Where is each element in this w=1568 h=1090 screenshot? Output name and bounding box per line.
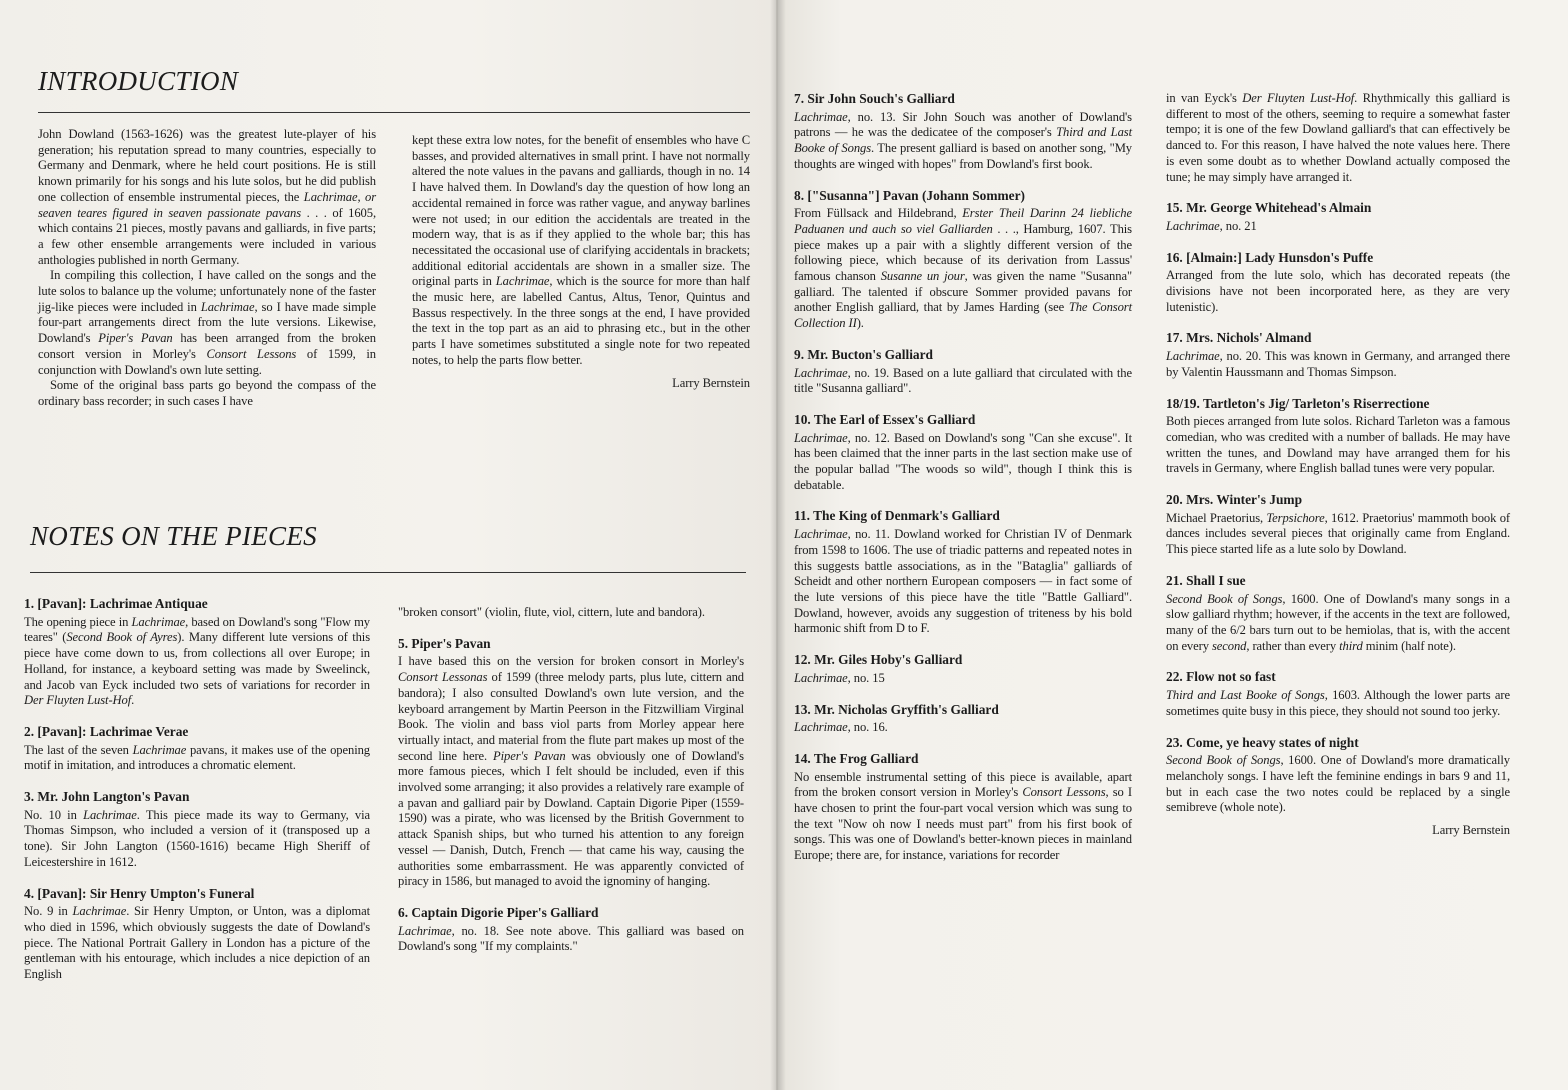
piece-15-title: 15. Mr. George Whitehead's Almain <box>1166 200 1372 216</box>
piece-3 <box>24 789 370 871</box>
piece-18-19 <box>1166 396 1510 478</box>
piece-23-title: 23. Come, ye heavy states of night <box>1166 734 1359 750</box>
piece-8-title: 8. ["Susanna"] Pavan (Johann Sommer) <box>794 187 1026 203</box>
piece-16-text: Arranged from the lute solo, which has decorated repeats (the divisions have not been incorporated here, as they are very lutenistic). <box>1166 268 1510 314</box>
piece-18-19-title: 18/19. Tartleton's Jig/ Tarleton's Riserrectione <box>1166 395 1430 411</box>
piece-1-text: The opening piece in Lachrimae, based on Dowland's song "Flow my teares" (Second Book of Ayres). Many different lute versions of this piece have come down to us, from collections all over Europe; in Holland, for instance, a keyboard setting was made by Sweelinck, and Jacob van Eyck included two sets of variations for recorder in Der Fluyten Lust-Hof. <box>24 614 370 708</box>
piece-14-continued-text: in van Eyck's Der Fluyten Lust-Hof. Rhythmically this galliard is different to most of the others, seeming to require a somewhat faster tempo; it is one of the few Dowland galliard's that can effectively be danced to. For this reason, I have halved the note values here. There is even some doubt as to whether Dowland actually composed the tune; he may simply have arranged it. <box>1166 91 1510 184</box>
piece-5 <box>398 636 744 890</box>
introduction-column-1 <box>38 127 376 410</box>
introduction-column-2 <box>412 133 750 391</box>
piece-17-text: Lachrimae, no. 20. This was known in Germany, and arranged there by Valentin Haussmann and Thomas Simpson. <box>1166 349 1510 379</box>
piece-10-title: 10. The Earl of Essex's Galliard <box>794 411 976 427</box>
piece-4-title: 4. [Pavan]: Sir Henry Umpton's Funeral <box>24 885 255 901</box>
piece-6 <box>398 905 744 955</box>
notes-column-2 <box>398 605 744 970</box>
piece-18-19-text: Both pieces arranged from lute solos. Richard Tarleton was a famous comedian, who was credited with a number of ballads. He may have written the tunes, and Dowland may have arranged them for his travels in Germany, where English ballad tunes were very popular. <box>1166 414 1510 476</box>
piece-20-title: 20. Mrs. Winter's Jump <box>1166 492 1303 508</box>
piece-6-text: Lachrimae, no. 18. See note above. This galliard was based on Dowland's song "If my complaints." <box>398 923 744 954</box>
piece-21-title: 21. Shall I sue <box>1166 572 1246 588</box>
piece-14-text: No ensemble instrumental setting of this piece is available, apart from the broken consort version in Morley's Consort Lessons, so I have chosen to print the four-part vocal version which was sung to the text "Now oh now I needs must part" from his first book of songs. This was one of Dowland's better-known pieces in mainland Europe; there are, for instance, variations for recorder <box>794 769 1132 863</box>
piece-23 <box>1166 735 1510 839</box>
intro-paragraph-4: kept these extra low notes, for the benefit of ensembles who have C basses, and provided alternatives in small print. I have not normally altered the note values in the pavans and galliards, though in no. 14 I have halved them. In Dowland's day the question of how long an accidental remained in force was rather vague, and anyway barlines were not used; in our edition the accidentals are treated in the modern way, that is as if they applied to the whole bar; this has necessitated the occasional use of clarifying accidentals in brackets; additional editorial accidentals are shown in a smaller size. The original parts in Lachrimae, which is the source for more than half the music here, are labelled Cantus, Altus, Tenor, Quintus and Bassus respectively. In the three songs at the end, I have provided the text in the top part as an aid to phrasing etc., but in the other parts I have sometimes substituted a single note for two repeated notes, to help the parts flow better. <box>412 133 750 367</box>
piece-22-title: 22. Flow not so fast <box>1166 669 1276 685</box>
intro-paragraph-3: Some of the original bass parts go beyond the compass of the ordinary bass recorder; in such cases I have <box>38 378 376 408</box>
piece-20-text: Michael Praetorius, Terpsichore, 1612. Praetorius' mammoth book of dances includes several pieces that originally came from England. This piece started life as a lute solo by Dowland. <box>1166 510 1510 557</box>
notes-column-3 <box>794 91 1132 879</box>
piece-4-text: No. 9 in Lachrimae. Sir Henry Umpton, or Unton, was a diplomat who died in 1596, which obviously suggests the date of Dowland's piece. The National Portrait Gallery in London has a picture of the gentleman with his entourage, which includes a nice depiction of an English <box>24 904 370 982</box>
piece-9-text: Lachrimae, no. 19. Based on a lute galliard that circulated with the title "Susanna galliard". <box>794 365 1132 396</box>
piece-16-title: 16. [Almain:] Lady Hunsdon's Puffe <box>1166 249 1374 265</box>
piece-22 <box>1166 669 1510 719</box>
piece-15-text: Lachrimae, no. 21 <box>1166 218 1257 233</box>
piece-7-title: 7. Sir John Souch's Galliard <box>794 91 955 106</box>
piece-9-title: 9. Mr. Bucton's Galliard <box>794 346 933 362</box>
intro-signature: Larry Bernstein <box>672 375 750 390</box>
book-gutter <box>770 0 786 1090</box>
piece-17-title: 17. Mrs. Nichols' Almand <box>1166 330 1312 346</box>
piece-10-text: Lachrimae, no. 12. Based on Dowland's song "Can she excuse". It has been claimed that the inner parts in the last section make use of the popular ballad "The woods so wild", though I think this is debatable. <box>794 430 1132 492</box>
notes-signature: Larry Bernstein <box>1432 823 1510 838</box>
piece-11-title: 11. The King of Denmark's Galliard <box>794 508 1000 524</box>
piece-16 <box>1166 250 1510 316</box>
piece-9 <box>794 347 1132 397</box>
piece-12 <box>794 652 1132 686</box>
piece-6-title: 6. Captain Digorie Piper's Galliard <box>398 904 599 920</box>
piece-8-text: From Füllsack and Hildebrand, Erster Theil Darinn 24 liebliche Paduanen und auch so viel Galliarden . . ., Hamburg, 1607. This piece makes up a pair with a slightly different version of the following piece, which because of its derivation from Lassus' famous chanson Susanne un jour, was given the name "Susanna" galliard. The talented if obscure Sommer provided pavans for another English galliard, that by James Harding (see The Consort Collection II). <box>794 206 1132 331</box>
piece-3-title: 3. Mr. John Langton's Pavan <box>24 789 190 805</box>
piece-20 <box>1166 492 1510 558</box>
piece-1 <box>24 596 370 709</box>
piece-4-continued <box>398 605 744 621</box>
piece-7-text: Lachrimae, no. 13. Sir John Souch was another of Dowland's patrons — he was the dedicatee of the composer's Third and Last Booke of Songs. The present galliard is based on another song, "My thoughts are winged with hopes" from Dowland's first book. <box>794 109 1132 171</box>
piece-2 <box>24 724 370 774</box>
piece-13 <box>794 702 1132 736</box>
piece-11-text: Lachrimae, no. 11. Dowland worked for Christian IV of Denmark from 1598 to 1606. The use of triadic patterns and repeated notes in this suggests battle associations, as in the "Bataglia" galliards of Scheidt and other northern European composers — in fact some of the lute versions of this piece have the title "Battle Galliard". Dowland, however, avoids any suggestion of triteness by his bold harmonic shift from D to F. <box>794 527 1132 636</box>
piece-21-text: Second Book of Songs, 1600. One of Dowland's many songs in a slow galliard rhythm; however, if the accents in the text are followed, many of the 6/2 bars turn out to be hemiolas, that is, with the accent on every second, rather than every third minim (half note). <box>1166 591 1510 653</box>
piece-21 <box>1166 573 1510 655</box>
piece-14-continued <box>1166 91 1510 185</box>
introduction-rule <box>38 112 750 113</box>
piece-2-text: The last of the seven Lachrimae pavans, it makes use of the opening motif in imitation, and introduces a chromatic element. <box>24 742 370 773</box>
piece-14-title: 14. The Frog Galliard <box>794 750 919 766</box>
piece-12-title: 12. Mr. Giles Hoby's Galliard <box>794 652 963 668</box>
piece-4 <box>24 886 370 983</box>
piece-3-text: No. 10 in Lachrimae. This piece made its way to Germany, via Thomas Simpson, who included a version of it (transposed up a tone). Sir John Langton (1560-1616) became High Sheriff of Leicestershire in 1612. <box>24 807 370 869</box>
piece-8 <box>794 188 1132 332</box>
piece-5-title: 5. Piper's Pavan <box>398 635 491 651</box>
introduction-title: INTRODUCTION <box>38 66 239 96</box>
intro-paragraph-2: In compiling this collection, I have called on the songs and the lute solos to balance up the volume; unfortunately none of the faster jig-like pieces were included in Lachrimae, so I have made simple four-part arrangements direct from the lute versions. Likewise, Dowland's Piper's Pavan has been arranged from the broken consort version in Morley's Consort Lessons of 1599, in conjunction with Dowland's own lute setting. <box>38 268 376 377</box>
piece-22-text: Third and Last Booke of Songs, 1603. Although the lower parts are sometimes quite busy in this piece, they should not sound too jerky. <box>1166 688 1510 718</box>
notes-column-4 <box>1166 91 1510 854</box>
piece-5-text: I have based this on the version for broken consort in Morley's Consort Lessonas of 1599 (three melody parts, plus lute, cittern and bandora); I also consulted Dowland's own lute version, and the keyboard arrangement by Martin Peerson in the Fitzwilliam Virginal Book. The violin and bass viol parts from Morley appear here virtually intact, and material from the flute part makes up most of the second line here. Piper's Pavan was obviously one of Dowland's more famous pieces, which I felt should be included, even if this involved some arranging; it also provides a relatively rare example of a pavan and galliard pair by Dowland. Captain Digorie Piper (1559-1590) was a pirate, who was licensed by the British Government to attack Spanish ships, but who turned his attention to any foreign vessel — Danish, Dutch, French — that came his way, causing the authorities some embarrassment. He was apparently convicted of piracy in 1586, but managed to avoid the ignominy of hanging. <box>398 654 744 889</box>
piece-2-title: 2. [Pavan]: Lachrimae Verae <box>24 723 189 739</box>
piece-1-title: 1. [Pavan]: Lachrimae Antiquae <box>24 596 208 611</box>
piece-17 <box>1166 330 1510 380</box>
piece-4-continued-text: "broken consort" (violin, flute, viol, cittern, lute and bandora). <box>398 605 705 619</box>
notes-title: NOTES ON THE PIECES <box>30 521 317 551</box>
piece-7 <box>794 91 1132 173</box>
notes-column-1 <box>24 596 370 998</box>
intro-paragraph-1: John Dowland (1563-1626) was the greatest lute-player of his generation; his reputation spread to many countries, especially to Germany and Denmark, where he held court positions. He is still known primarily for his songs and his lute solos, but he did publish one collection of ensemble instrumental pieces, the Lachrimae, or seaven teares figured in seaven passionate pavans . . . of 1605, which contains 21 pieces, mostly pavans and galliards, in five parts; a few other ensemble arrangements were included in various anthologies published in north Germany. <box>38 127 377 267</box>
piece-15 <box>1166 200 1510 234</box>
piece-11 <box>794 508 1132 637</box>
piece-13-title: 13. Mr. Nicholas Gryffith's Galliard <box>794 701 999 717</box>
piece-14 <box>794 751 1132 864</box>
piece-23-text: Second Book of Songs, 1600. One of Dowland's more dramatically melancholy songs. I have left the feminine endings in bars 9 and 11, but in each case the two notes could be replaced by a single semibreve (whole note). <box>1166 753 1510 815</box>
piece-13-text: Lachrimae, no. 16. <box>794 720 888 735</box>
piece-12-text: Lachrimae, no. 15 <box>794 670 885 685</box>
notes-rule <box>30 572 746 573</box>
piece-10 <box>794 412 1132 494</box>
